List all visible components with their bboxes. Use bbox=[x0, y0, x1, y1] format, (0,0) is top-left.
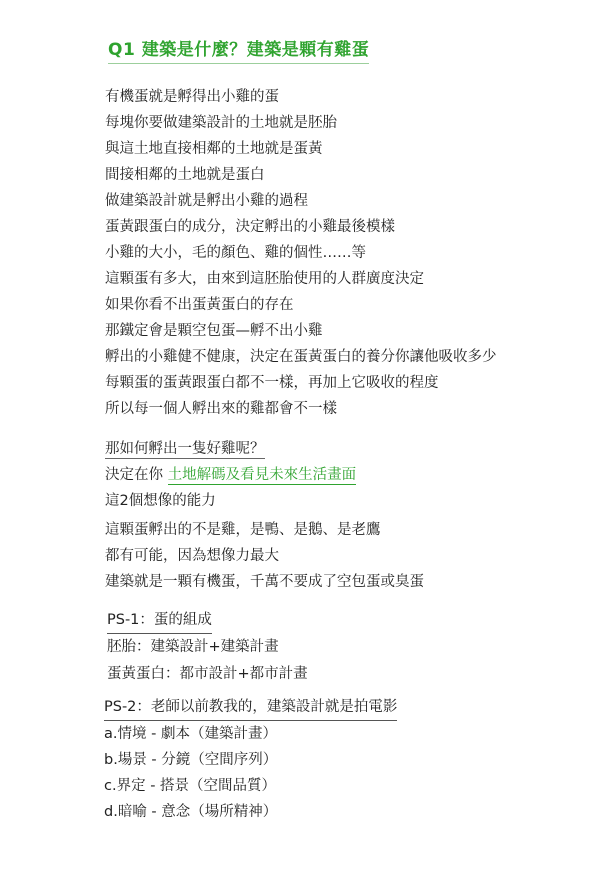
question-text: 那如何孵出一隻好雞呢？ bbox=[105, 441, 265, 457]
text-line: 與這土地直接相鄰的土地就是蛋黃 bbox=[105, 141, 323, 157]
list-item: c.界定 - 搭景（空間品質） bbox=[104, 778, 277, 794]
imagination-paragraph bbox=[105, 517, 424, 595]
page-title: Q1 建築是什麼？建築是顆有雞蛋 bbox=[108, 35, 369, 64]
text-line: 這顆蛋孵出的不是雞，是鴨、是鵝、是老鷹 bbox=[105, 522, 381, 538]
text-line: 這2個想像的能力 bbox=[105, 493, 216, 509]
text-line: 每塊你要做建築設計的土地就是胚胎 bbox=[105, 115, 337, 131]
text-line: 間接相鄰的土地就是蛋白 bbox=[105, 167, 265, 183]
text-line: 這顆蛋有多大，由來到這胚胎使用的人群廣度決定 bbox=[105, 271, 424, 287]
list-item: 蛋黃蛋白：都市設計+都市計畫 bbox=[107, 666, 308, 682]
text-line: 有機蛋就是孵得出小雞的蛋 bbox=[105, 89, 279, 105]
answer-line bbox=[105, 462, 356, 488]
text-line: 蛋黃跟蛋白的成分，決定孵出的小雞最後模樣 bbox=[105, 219, 395, 235]
text-line: 那鐵定會是顆空包蛋—孵不出小雞 bbox=[105, 323, 323, 339]
egg-metaphor-paragraph bbox=[105, 84, 497, 422]
question-line bbox=[105, 436, 356, 462]
ps1-section bbox=[107, 607, 308, 688]
list-item: a.情境 - 劇本（建築計畫） bbox=[104, 726, 277, 742]
list-item: d.暗喻 - 意念（場所精神） bbox=[104, 804, 278, 820]
ps2-heading: PS-2：老師以前教我的，建築設計就是拍電影 bbox=[104, 694, 397, 721]
text-line: 建築就是一顆有機蛋，千萬不要成了空包蛋或臭蛋 bbox=[105, 574, 424, 590]
highlight-text: 土地解碼及看見未來生活畫面 bbox=[167, 467, 357, 483]
ps2-section bbox=[104, 694, 397, 825]
text-line: 都有可能，因為想像力最大 bbox=[105, 548, 279, 564]
ps1-heading: PS-1：蛋的組成 bbox=[107, 607, 212, 634]
text-line: 每顆蛋的蛋黃跟蛋白都不一樣，再加上它吸收的程度 bbox=[105, 375, 439, 391]
text-line: 做建築設計就是孵出小雞的過程 bbox=[105, 193, 308, 209]
list-item: b.場景 - 分鏡（空間序列） bbox=[104, 752, 278, 768]
answer-prefix: 決定在你 bbox=[105, 467, 168, 483]
text-line: 孵出的小雞健不健康，決定在蛋黃蛋白的養分你讓他吸收多少 bbox=[105, 349, 497, 365]
text-line: 如果你看不出蛋黃蛋白的存在 bbox=[105, 297, 294, 313]
text-line: 所以每一個人孵出來的雞都會不一樣 bbox=[105, 401, 337, 417]
question-paragraph bbox=[105, 436, 356, 514]
text-line: 小雞的大小，毛的顏色、雞的個性……等 bbox=[105, 245, 366, 261]
list-item: 胚胎：建築設計+建築計畫 bbox=[107, 639, 279, 655]
